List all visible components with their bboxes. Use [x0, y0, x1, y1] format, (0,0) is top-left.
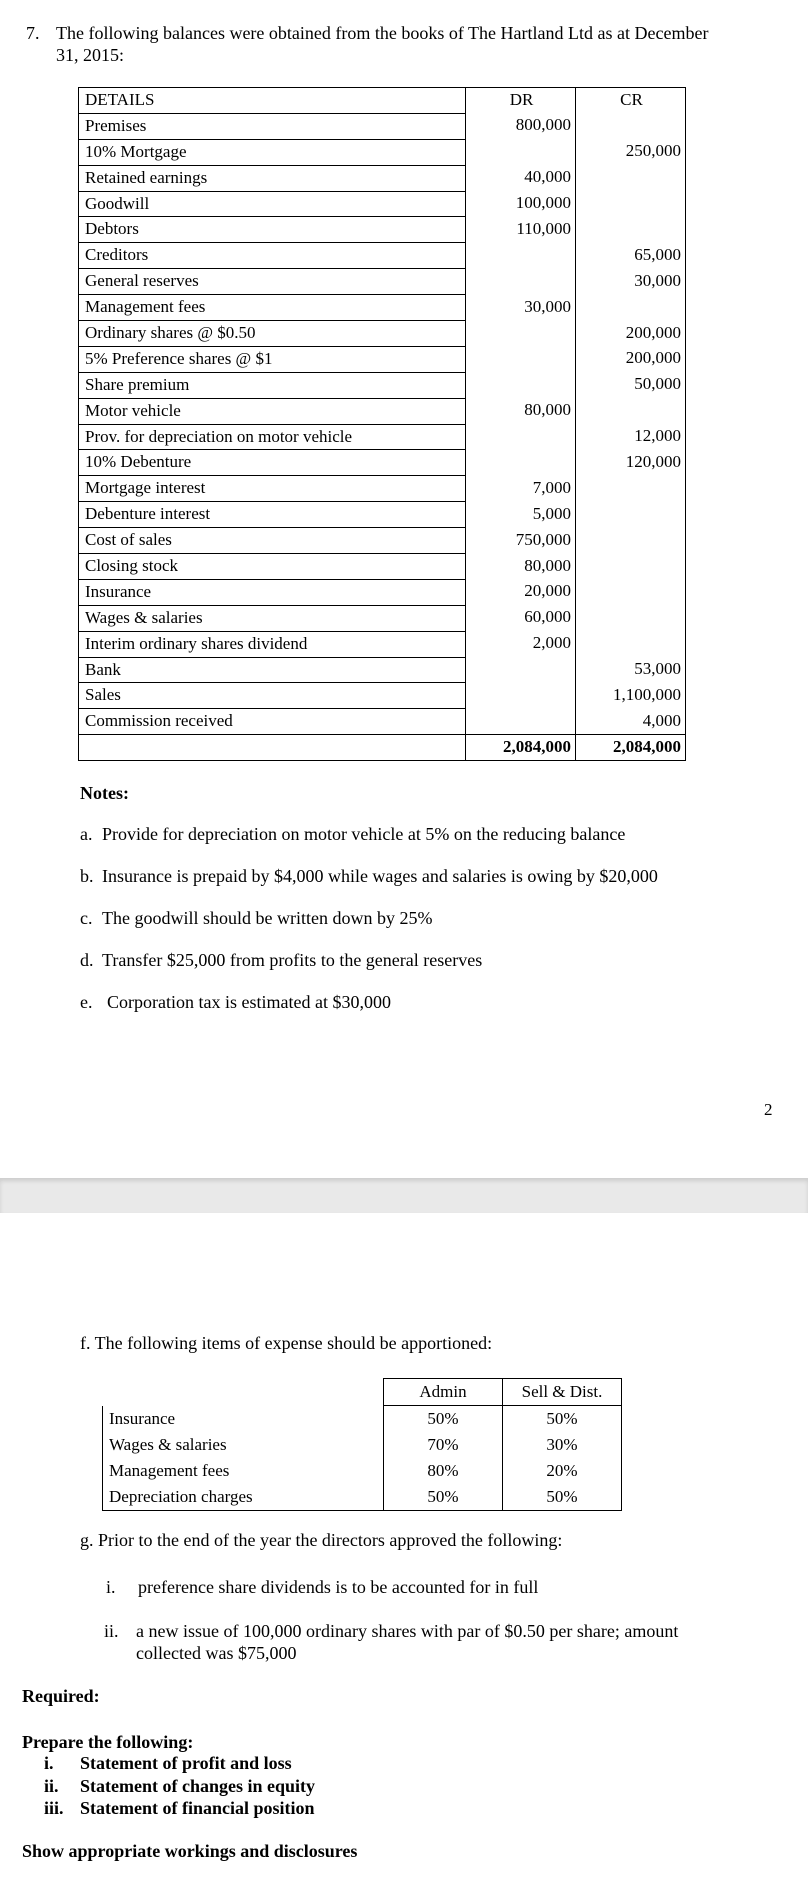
row-cr [576, 217, 686, 243]
row-cr: 53,000 [576, 657, 686, 683]
question-text-line-1: The following balances were obtained from the books of The Hartland Ltd as at December [56, 23, 709, 43]
trial-balance-header-row [79, 88, 686, 114]
trial-balance-row [79, 683, 686, 709]
trial-balance-row [79, 191, 686, 217]
trial-balance-row [79, 450, 686, 476]
row-label: Creditors [79, 243, 466, 269]
row-label: Prov. for depreciation on motor vehicle [79, 424, 466, 450]
row-cr [576, 579, 686, 605]
row-dr [466, 269, 576, 295]
row-label: Wages & salaries [79, 605, 466, 631]
row-label: Management fees [79, 295, 466, 321]
row-dr [466, 709, 576, 735]
trial-balance-row [79, 502, 686, 528]
workings-instruction: Show appropriate workings and disclosures [22, 1841, 358, 1861]
row-label: Motor vehicle [79, 398, 466, 424]
row-label: Cost of sales [79, 528, 466, 554]
row-label: Debenture interest [79, 502, 466, 528]
row-cr [576, 165, 686, 191]
note-letter: b. [80, 866, 94, 886]
row-dr [466, 243, 576, 269]
row-cr [576, 528, 686, 554]
row-cr: 1,100,000 [576, 683, 686, 709]
required-item-2-text: Statement of changes in equity [80, 1776, 315, 1796]
apportion-label: Management fees [103, 1458, 384, 1484]
trial-balance-row [79, 398, 686, 424]
row-dr: 80,000 [466, 554, 576, 580]
required-item-1-text: Statement of profit and loss [80, 1753, 292, 1773]
required-item-3-num: iii. [44, 1798, 64, 1818]
row-dr: 30,000 [466, 295, 576, 321]
trial-balance-row [79, 243, 686, 269]
header-admin: Admin [384, 1379, 503, 1406]
note-letter: d. [80, 950, 94, 970]
apportion-intro: f. The following items of expense should be apportioned: [80, 1333, 493, 1353]
row-cr [576, 191, 686, 217]
row-dr [466, 372, 576, 398]
header-cr: CR [576, 88, 686, 114]
apportion-label: Depreciation charges [103, 1484, 384, 1511]
trial-balance-row [79, 372, 686, 398]
apportion-admin: 70% [384, 1432, 503, 1458]
note-letter: a. [80, 824, 93, 844]
row-label: Mortgage interest [79, 476, 466, 502]
total-cr: 2,084,000 [576, 735, 686, 761]
note-text: The goodwill should be written down by 25% [102, 908, 433, 928]
trial-balance-row [79, 295, 686, 321]
row-label: Share premium [79, 372, 466, 398]
row-dr: 40,000 [466, 165, 576, 191]
row-label: 10% Mortgage [79, 139, 466, 165]
trial-balance-row [79, 476, 686, 502]
apportion-table [102, 1378, 622, 1511]
apportion-row [103, 1458, 622, 1484]
trial-balance-row [79, 657, 686, 683]
row-cr: 12,000 [576, 424, 686, 450]
page-separator [0, 1178, 808, 1213]
row-dr [466, 346, 576, 372]
row-dr [466, 683, 576, 709]
trial-balance-row [79, 631, 686, 657]
row-cr: 120,000 [576, 450, 686, 476]
apportion-sell-dist: 50% [503, 1406, 622, 1433]
row-dr [466, 657, 576, 683]
note-text: Provide for depreciation on motor vehicle at 5% on the reducing balance [102, 824, 626, 844]
row-dr [466, 139, 576, 165]
directors-item-2-text-line-2: collected was $75,000 [136, 1643, 297, 1663]
row-label: Bank [79, 657, 466, 683]
trial-balance-total-row [79, 735, 686, 761]
row-cr [576, 631, 686, 657]
apportion-sell-dist: 30% [503, 1432, 622, 1458]
apportion-sell-dist: 20% [503, 1458, 622, 1484]
row-cr: 200,000 [576, 321, 686, 347]
directors-item-1-num: i. [106, 1577, 116, 1597]
row-label: Commission received [79, 709, 466, 735]
question-text-line-2: 31, 2015: [56, 45, 125, 65]
apportion-admin: 50% [384, 1406, 503, 1433]
trial-balance-row [79, 165, 686, 191]
page-number: 2 [764, 1100, 773, 1119]
header-dr: DR [466, 88, 576, 114]
note-letter: c. [80, 908, 93, 928]
row-dr: 100,000 [466, 191, 576, 217]
trial-balance-row [79, 424, 686, 450]
row-dr: 800,000 [466, 113, 576, 139]
apportion-header-row [103, 1379, 622, 1406]
required-item-1-num: i. [44, 1753, 54, 1773]
row-label: Premises [79, 113, 466, 139]
row-cr: 50,000 [576, 372, 686, 398]
row-cr: 250,000 [576, 139, 686, 165]
apportion-label: Insurance [103, 1406, 384, 1433]
row-dr: 7,000 [466, 476, 576, 502]
trial-balance-row [79, 579, 686, 605]
required-item-2-num: ii. [44, 1776, 59, 1796]
row-dr [466, 321, 576, 347]
row-cr [576, 113, 686, 139]
total-dr: 2,084,000 [466, 735, 576, 761]
total-label [79, 735, 466, 761]
row-dr: 750,000 [466, 528, 576, 554]
row-label: Insurance [79, 579, 466, 605]
header-sell-dist: Sell & Dist. [503, 1379, 622, 1406]
row-cr: 200,000 [576, 346, 686, 372]
directors-item-2-num: ii. [104, 1621, 119, 1641]
row-dr: 5,000 [466, 502, 576, 528]
row-label: Goodwill [79, 191, 466, 217]
note-text: Transfer $25,000 from profits to the general reserves [102, 950, 483, 970]
row-label: Interim ordinary shares dividend [79, 631, 466, 657]
row-dr [466, 424, 576, 450]
required-item-3-text: Statement of financial position [80, 1798, 315, 1818]
trial-balance-row [79, 321, 686, 347]
trial-balance-row [79, 113, 686, 139]
row-label: Ordinary shares @ $0.50 [79, 321, 466, 347]
row-dr: 80,000 [466, 398, 576, 424]
apportion-label: Wages & salaries [103, 1432, 384, 1458]
row-cr [576, 502, 686, 528]
header-details: DETAILS [79, 88, 466, 114]
row-cr [576, 398, 686, 424]
note-text: Insurance is prepaid by $4,000 while wages and salaries is owing by $20,000 [102, 866, 658, 886]
row-cr [576, 554, 686, 580]
row-label: 5% Preference shares @ $1 [79, 346, 466, 372]
trial-balance-row [79, 269, 686, 295]
row-dr: 2,000 [466, 631, 576, 657]
row-cr: 30,000 [576, 269, 686, 295]
apportion-admin: 50% [384, 1484, 503, 1511]
row-cr: 65,000 [576, 243, 686, 269]
apportion-sell-dist: 50% [503, 1484, 622, 1511]
trial-balance-table [78, 87, 686, 761]
trial-balance-row [79, 139, 686, 165]
apportion-row [103, 1432, 622, 1458]
question-number: 7. [26, 23, 40, 43]
trial-balance-row [79, 346, 686, 372]
apportion-row [103, 1406, 622, 1433]
row-dr [466, 450, 576, 476]
directors-item-2-text-line-1: a new issue of 100,000 ordinary shares with par of $0.50 per share; amount [136, 1621, 679, 1641]
apportion-admin: 80% [384, 1458, 503, 1484]
directors-intro: g. Prior to the end of the year the directors approved the following: [80, 1530, 563, 1550]
trial-balance-row [79, 528, 686, 554]
row-label: 10% Debenture [79, 450, 466, 476]
trial-balance-row [79, 217, 686, 243]
note-text: Corporation tax is estimated at $30,000 [107, 992, 391, 1012]
apportion-row [103, 1484, 622, 1511]
question-heading [26, 22, 786, 66]
trial-balance-row [79, 554, 686, 580]
note-letter: e. [80, 992, 93, 1012]
trial-balance-row [79, 605, 686, 631]
row-cr: 4,000 [576, 709, 686, 735]
row-dr: 20,000 [466, 579, 576, 605]
notes-title: Notes: [80, 783, 129, 803]
row-cr [576, 476, 686, 502]
directors-item-1-text: preference share dividends is to be accounted for in full [138, 1577, 539, 1597]
row-label: Retained earnings [79, 165, 466, 191]
row-label: Closing stock [79, 554, 466, 580]
row-label: Sales [79, 683, 466, 709]
row-label: Debtors [79, 217, 466, 243]
row-label: General reserves [79, 269, 466, 295]
row-cr [576, 295, 686, 321]
row-cr [576, 605, 686, 631]
row-dr: 110,000 [466, 217, 576, 243]
trial-balance-row [79, 709, 686, 735]
required-title: Required: [22, 1686, 100, 1706]
row-dr: 60,000 [466, 605, 576, 631]
prepare-heading: Prepare the following: [22, 1732, 194, 1752]
